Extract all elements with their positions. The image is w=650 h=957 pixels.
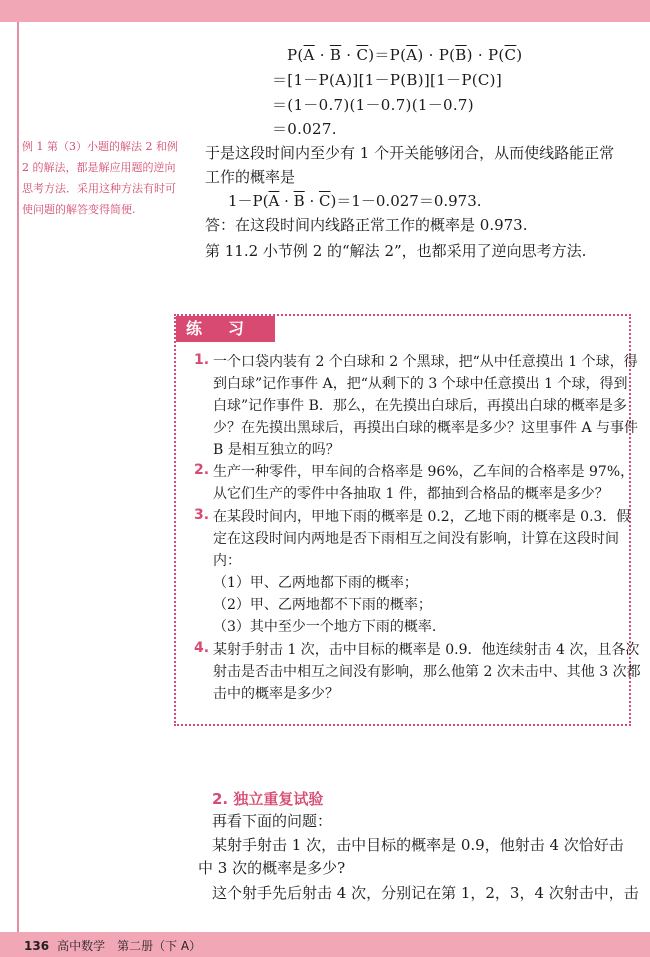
eq-dot: · — [314, 46, 330, 64]
exercise-number: 2. — [194, 462, 210, 478]
equation-line-2: ＝[1－P(A)][1－P(B)][1－P(C)] — [272, 71, 502, 89]
section-heading: 2. 独立重复试验 — [212, 790, 324, 808]
book-title: 高中数学 第二册（下 A） — [57, 939, 202, 953]
eq-b-bar: $\overline{B}$ — [329, 46, 342, 64]
exercise-line: 生产一种零件，甲车间的合格率是 96%，乙车间的合格率是 97%， — [213, 464, 635, 480]
body-paragraph-line: 于是这段时间内至少有 1 个开关能够闭合，从而使线路能正常 — [205, 144, 615, 162]
eq-text: ) — [516, 46, 523, 64]
calc-b-bar: $\overline{B}$ — [293, 192, 305, 210]
eq-text: ) · P( — [466, 46, 505, 64]
exercise-number: 3. — [194, 507, 210, 523]
equation-line-4: ＝0.027. — [272, 120, 337, 138]
exercise-line: 少？在先摸出黑球后，再摸出白球的概率是多少？这里事件 A 与事件 — [213, 420, 639, 436]
body-line: 这个射手先后射击 4 次，分别记在第 1，2，3，4 次射击中，击 — [212, 884, 639, 902]
equation-line-3: ＝(1－0.7)(1－0.7)(1－0.7) — [272, 96, 474, 114]
exercise-line: 在某段时间内，甲地下雨的概率是 0.2，乙地下雨的概率是 0.3．假 — [213, 509, 631, 525]
eq-text: )＝P( — [368, 46, 407, 64]
equation-line-1 — [287, 44, 522, 65]
left-margin-rule — [17, 22, 19, 934]
exercise-line: （1）甲、乙两地都下雨的概率； — [213, 575, 418, 591]
exercise-line: （3）其中至少一个地方下雨的概率. — [213, 619, 437, 635]
eq-a-bar: $\overline{A}$ — [406, 46, 418, 64]
answer-line: 答：在这段时间内线路正常工作的概率是 0.973. — [205, 216, 528, 234]
exercise-title: 练习 — [176, 316, 275, 342]
exercise-line: 到白球”记作事件 A，把“从剩下的 3 个球中任意摸出 1 个球，得到 — [213, 376, 628, 392]
body-line: 再看下面的问题： — [212, 812, 333, 830]
eq-text: ) · P( — [417, 46, 456, 64]
eq-b-bar: $\overline{B}$ — [455, 46, 467, 64]
exercise-line: 射击是否击中相互之间没有影响，那么他第 2 次未击中、其他 3 次都 — [213, 664, 641, 680]
page-number: 136 — [24, 939, 50, 953]
body-line: 某射手射击 1 次，击中目标的概率是 0.9，他射击 4 次恰好击 — [212, 836, 624, 854]
exercise-line: 内： — [213, 553, 241, 569]
page-footer — [24, 937, 201, 954]
calc-a-bar: $\overline{A}$ — [268, 192, 280, 210]
calc-dot: · — [304, 192, 319, 210]
exercise-number: 1. — [194, 352, 210, 368]
exercise-line: （2）甲、乙两地都不下雨的概率； — [213, 597, 432, 613]
calc-text: )＝1－0.027＝0.973. — [330, 192, 482, 210]
calc-line — [228, 190, 482, 211]
exercise-line: 定在这段时间内两地是否下雨相互之间没有影响，计算在这段时间 — [213, 531, 619, 547]
eq-c-bar: $\overline{C}$ — [504, 46, 517, 64]
eq-a-bar: $\overline{A}$ — [303, 46, 315, 64]
calc-text: 1－P( — [228, 192, 269, 210]
calc-dot: · — [279, 192, 294, 210]
margin-note: 例 1 第（3）小题的解法 2 和例 2 的解法，都是解应用题的逆向思考方法．采用这种方法有时可使问题的解答变得简便. — [22, 140, 178, 216]
body-paragraph-line: 工作的概率是 — [205, 168, 296, 186]
calc-c-bar: $\overline{C}$ — [319, 192, 331, 210]
exercise-line: 击中的概率是多少？ — [213, 686, 339, 702]
exercise-line: 一个口袋内装有 2 个白球和 2 个黑球，把“从中任意摸出 1 个球，得 — [213, 354, 638, 370]
exercise-line: B 是相互独立的吗？ — [213, 442, 340, 458]
body-line: 中 3 次的概率是多少? — [198, 859, 346, 877]
exercise-line: 某射手射击 1 次，击中目标的概率是 0.9．他连续射击 4 次，且各次 — [213, 642, 640, 658]
exercise-number: 4. — [194, 640, 210, 656]
eq-text: P( — [287, 46, 304, 64]
exercise-line: 白球”记作事件 B．那么，在先摸出白球后，再摸出白球的概率是多 — [213, 398, 627, 414]
exercise-line: 从它们生产的零件中各抽取 1 件，都抽到合格品的概率是多少？ — [213, 486, 609, 502]
note-line: 第 11.2 小节例 2 的“解法 2”，也都采用了逆向思考方法. — [205, 242, 587, 260]
eq-dot: · — [341, 46, 357, 64]
top-color-band — [0, 0, 650, 22]
eq-c-bar: $\overline{C}$ — [356, 46, 369, 64]
